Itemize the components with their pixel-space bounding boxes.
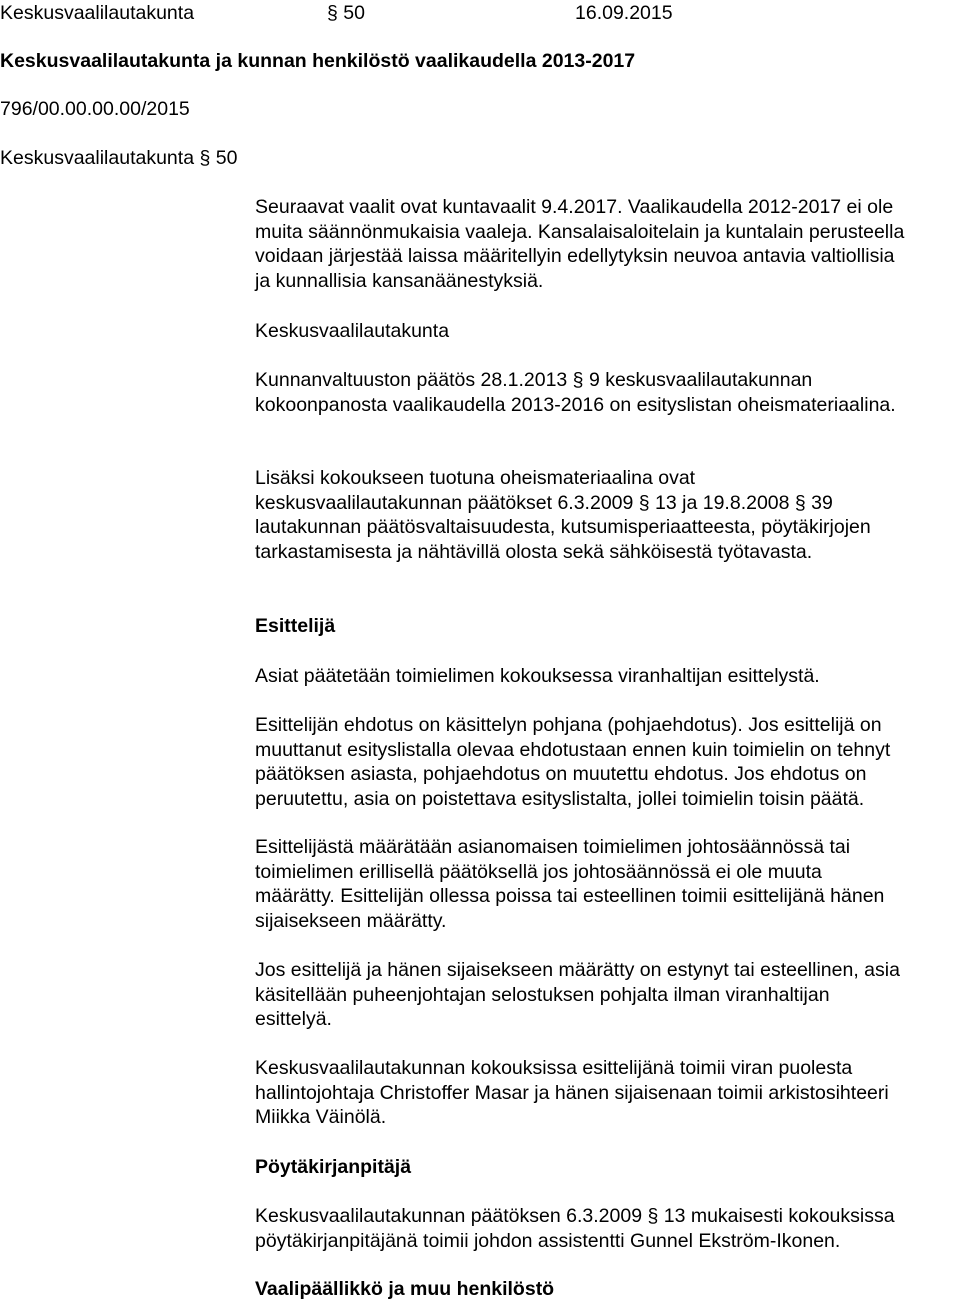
header-date: 16.09.2015 <box>575 2 673 24</box>
intro-line: voidaan järjestää laissa määritellyin edellytyksin neuvoa antavia valtiollisia <box>255 245 895 267</box>
presenter-p2-line: päätöksen asiasta, pohjaehdotus on muutettu ehdotus. Jos ehdotus on <box>255 763 867 785</box>
additional-line: lautakunnan päätösvaltaisuudesta, kutsumisperiaatteesta, pöytäkirjojen <box>255 516 871 538</box>
staff-heading: Vaalipäällikkö ja muu henkilöstö <box>255 1278 555 1300</box>
composition-heading: Keskusvaalilautakunta <box>255 320 450 342</box>
intro-line: ja kunnallisia kansanäänestyksiä. <box>255 269 544 292</box>
presenter-heading: Esittelijä <box>255 615 336 637</box>
additional-line: tarkastamisesta ja nähtävillä olosta sekä sähköisestä työtavasta. <box>255 540 813 563</box>
presenter-paragraph-3 <box>255 835 960 933</box>
composition-paragraph <box>255 368 960 417</box>
minutes-paragraph <box>255 1204 960 1253</box>
presenter-p5-line: hallintojohtaja Christoffer Masar ja hänen sijaisenaan toimii arkistosihteeri <box>255 1081 889 1104</box>
presenter-paragraph-5 <box>255 1056 960 1130</box>
composition-line: Kunnanvaltuuston päätös 28.1.2013 § 9 keskusvaalilautakunnan <box>255 369 813 391</box>
presenter-p3-line: Esittelijästä määrätään asianomaisen toimielimen johtosäännössä tai <box>255 836 851 858</box>
presenter-p5-line: Keskusvaalilautakunnan kokouksissa esittelijänä toimii viran puolesta <box>255 1057 853 1079</box>
presenter-p3-line: toimielimen erillisellä päätöksellä jos johtosäännössä ei ole muuta <box>255 860 822 883</box>
minutes-heading: Pöytäkirjanpitäjä <box>255 1156 412 1178</box>
minutes-line: pöytäkirjanpitäjänä toimii johdon assistentti Gunnel Ekström-Ikonen. <box>255 1229 841 1252</box>
additional-line: keskusvaalilautakunnan päätökset 6.3.2009 § 13 ja 19.8.2008 § 39 <box>255 491 833 514</box>
presenter-p5-line: Miikka Väinölä. <box>255 1106 387 1128</box>
presenter-p3-line: määrätty. Esittelijän ollessa poissa tai esteellinen toimii esittelijänä hänen <box>255 885 885 907</box>
composition-line: kokoonpanosta vaalikaudella 2013-2016 on esityslistan oheismateriaalina. <box>255 393 896 416</box>
additional-line: Lisäksi kokoukseen tuotuna oheismateriaalina ovat <box>255 467 696 489</box>
presenter-p3-line: sijaisekseen määrätty. <box>255 909 447 932</box>
presenter-paragraph-1: Asiat päätetään toimielimen kokouksessa viranhaltijan esittelystä. <box>255 665 820 687</box>
presenter-p4-line: Jos esittelijä ja hänen sijaisekseen määrätty on estynyt tai esteellinen, asia <box>255 959 900 981</box>
header-body-name: Keskusvaalilautakunta <box>0 2 195 24</box>
presenter-p2-line: Esittelijän ehdotus on käsittelyn pohjana (pohjaehdotus). Jos esittelijä on <box>255 714 882 736</box>
intro-line: Seuraavat vaalit ovat kuntavaalit 9.4.2017. Vaalikaudella 2012-2017 ei ole <box>255 196 894 218</box>
intro-line: muita säännönmukaisia vaaleja. Kansalaisaloitelain ja kuntalain perusteella <box>255 220 905 243</box>
minutes-line: Keskusvaalilautakunnan päätöksen 6.3.2009 § 13 mukaisesti kokouksissa <box>255 1205 895 1227</box>
presenter-p2-line: peruutettu, asia on poistettava esityslistalta, jollei toimielin toisin päätä. <box>255 787 865 810</box>
sub-section-label: Keskusvaalilautakunta § 50 <box>0 147 238 169</box>
record-number: 796/00.00.00.00/2015 <box>0 98 190 120</box>
presenter-p4-line: esittelyä. <box>255 1008 332 1030</box>
presenter-paragraph-4 <box>255 958 960 1032</box>
presenter-paragraph-2 <box>255 713 960 811</box>
page-title: Keskusvaalilautakunta ja kunnan henkilöstö vaalikaudella 2013-2017 <box>0 50 636 72</box>
presenter-p4-line: käsitellään puheenjohtajan selostuksen pohjalta ilman viranhaltijan <box>255 983 830 1006</box>
header-section: § 50 <box>327 2 365 24</box>
presenter-p2-line: muuttanut esityslistalla olevaa ehdotustaan ennen kuin toimielin on tehnyt <box>255 738 891 761</box>
additional-paragraph <box>255 466 960 564</box>
intro-paragraph <box>255 195 960 293</box>
